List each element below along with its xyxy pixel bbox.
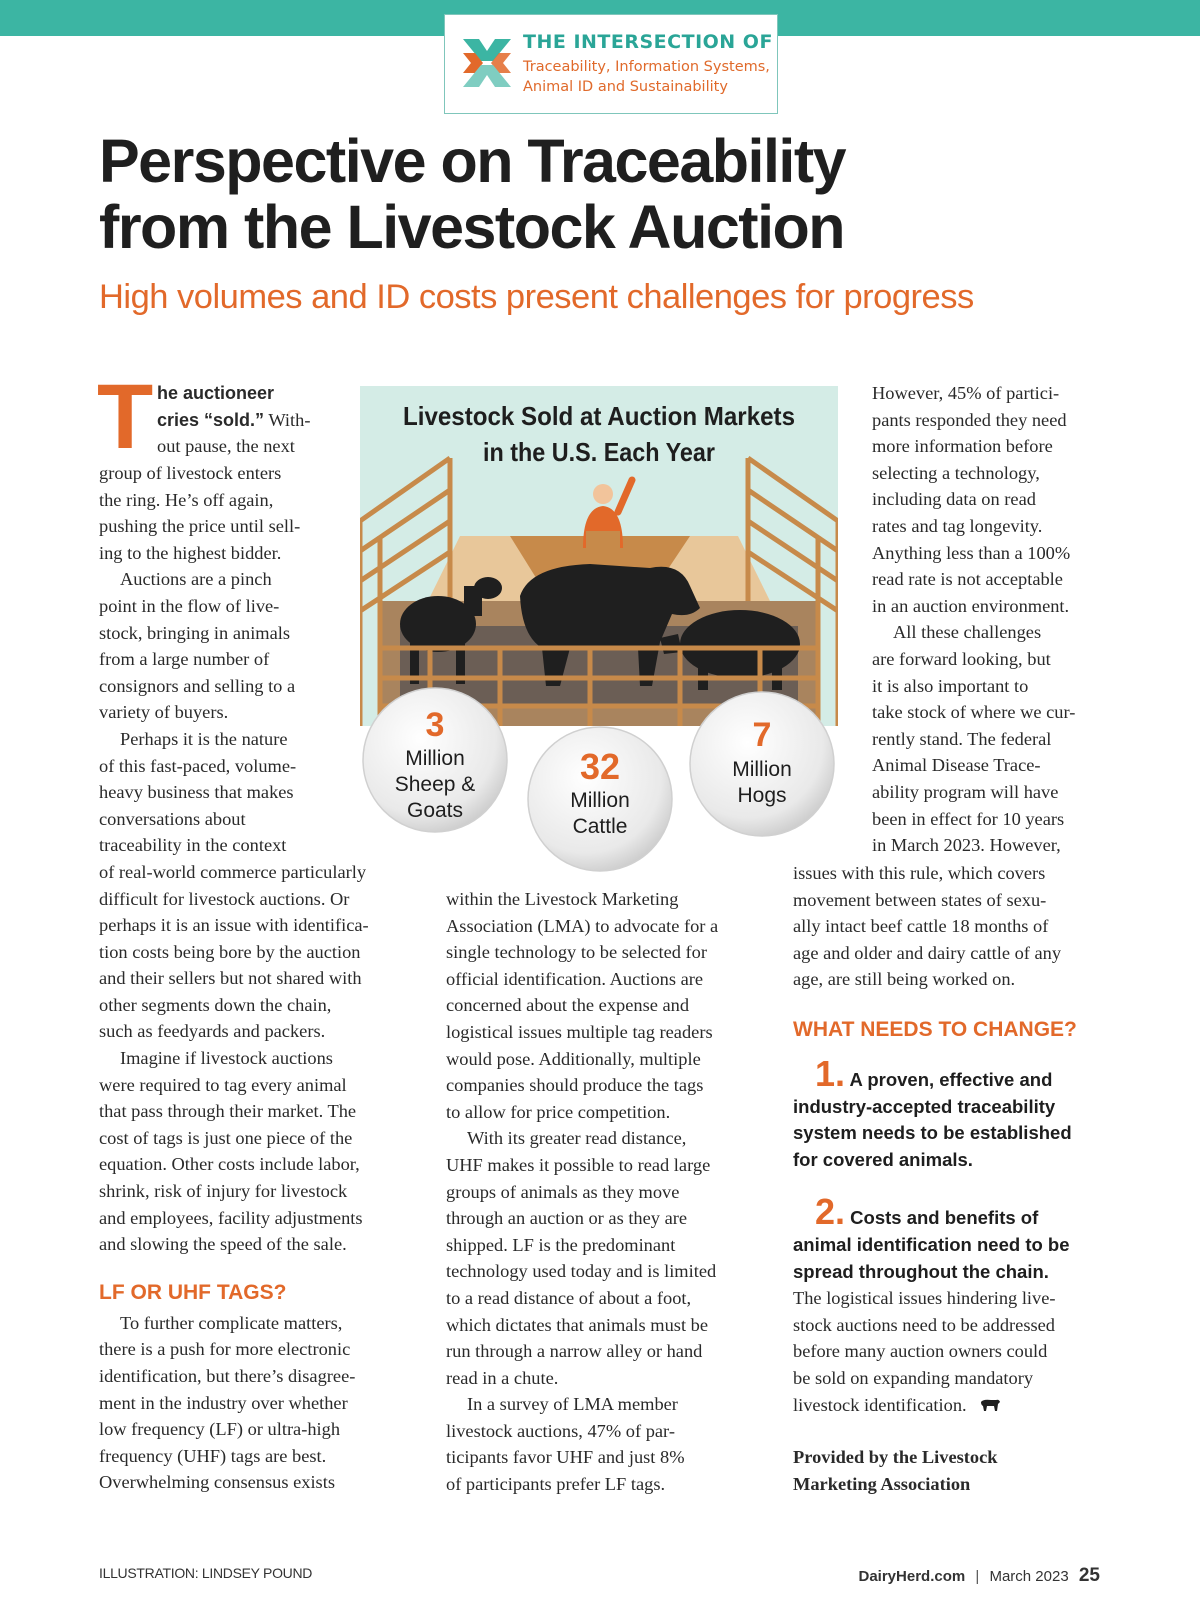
text-line: out pause, the next <box>157 436 295 457</box>
text-line: read in a chute. <box>446 1367 559 1388</box>
text-line: logistical issues multiple tag readers <box>446 1021 713 1042</box>
text-line: and slowing the speed of the sale. <box>99 1234 347 1255</box>
text-line: official identification. Auctions are <box>446 968 704 989</box>
text-line: pants responded they need <box>872 409 1067 430</box>
text-line: Imagine if livestock auctions <box>120 1048 333 1069</box>
text-line: issues with this rule, which covers <box>793 863 1046 883</box>
lead-line: cries “sold.” With- <box>157 409 311 430</box>
text-line: point in the flow of live- <box>99 595 280 616</box>
lead-line: he auctioneer <box>157 383 275 403</box>
stat-label: Hogs <box>737 784 787 807</box>
column-1 <box>99 460 399 1496</box>
text-line: read rate is not acceptable <box>872 569 1063 590</box>
text-line: selecting a technology, <box>872 462 1040 483</box>
text-line: ticipants favor UHF and just 8% <box>446 1447 685 1468</box>
text-line: that pass through their market. The <box>99 1101 357 1122</box>
text-line: ing to the highest bidder. <box>99 542 282 563</box>
page-number: 25 <box>1078 1565 1100 1586</box>
illustration-title: in the U.S. Each Year <box>483 437 715 467</box>
text-line: age, are still being worked on. <box>793 969 1016 990</box>
text-line: concerned about the expense and <box>446 995 690 1016</box>
text-line: groups of animals as they move <box>446 1181 680 1202</box>
text-line: UHF makes it possible to read large <box>446 1154 711 1175</box>
text-line: To further complicate matters, <box>120 1312 343 1333</box>
article-subtitle: High volumes and ID costs present challenges for progress <box>99 278 974 316</box>
text-line: All these challenges <box>893 622 1042 643</box>
text-line: in March 2023. However, <box>872 835 1061 856</box>
text-line: within the Livestock Marketing <box>446 889 679 909</box>
list-item-2: 2. Costs and benefits of animal identification need to be spread throughout the chain. <box>793 1191 1070 1282</box>
text-line: livestock identification. <box>793 1392 1118 1419</box>
series-badge <box>444 14 778 114</box>
text-line: companies should produce the tags <box>446 1075 704 1096</box>
text-line: single technology to be selected for <box>446 942 707 963</box>
illustration-credit: ILLUSTRATION: LINDSEY POUND <box>99 1565 313 1581</box>
stat-label: Million <box>732 758 792 781</box>
stat-cattle <box>528 727 672 871</box>
text-line: including data on read <box>872 489 1036 510</box>
text-line: through an auction or as they are <box>446 1208 688 1229</box>
text-line: the ring. He’s off again, <box>99 489 274 510</box>
text-line: conversations about <box>99 808 246 829</box>
text-line: rently stand. The federal <box>872 728 1052 749</box>
text-line: and their sellers but not shared with <box>99 968 362 989</box>
credit-line: Marketing Association <box>793 1473 971 1494</box>
credit-line: Provided by the Livestock <box>793 1447 998 1468</box>
text-line: take stock of where we cur- <box>872 702 1076 723</box>
text-line: ability program will have <box>872 781 1059 802</box>
text-line: would pose. Additionally, multiple <box>446 1048 701 1069</box>
text-line: Perhaps it is the nature <box>120 728 288 749</box>
text-line: In a survey of LMA member <box>467 1394 678 1415</box>
stat-label: Cattle <box>572 815 628 838</box>
badge-heading: THE INTERSECTION OF <box>523 31 773 53</box>
text-line: equation. Other costs include labor, <box>99 1154 360 1175</box>
cow-end-mark-icon <box>979 1398 1001 1412</box>
text-line: stock, bringing in animals <box>99 622 291 643</box>
column-3 <box>793 860 1118 1497</box>
text-line: been in effect for 10 years <box>872 808 1065 829</box>
text-line: ally intact beef cattle 18 months of <box>793 916 1049 937</box>
text-line: Overwhelming consensus exists <box>99 1472 335 1493</box>
column-2 <box>446 886 766 1498</box>
text-line: ment in the industry over whether <box>99 1392 348 1413</box>
text-line: run through a narrow alley or hand <box>446 1341 703 1362</box>
text-line: shipped. LF is the predominant <box>446 1234 676 1255</box>
stat-label: Sheep & <box>394 773 476 796</box>
issue-date: March 2023 <box>989 1568 1069 1585</box>
intersection-logo-icon <box>459 35 515 91</box>
text-line: to allow for price competition. <box>446 1101 671 1122</box>
text-line: Animal Disease Trace- <box>872 755 1041 776</box>
text-line: livestock auctions, 47% of par- <box>446 1420 675 1441</box>
text-line: stock auctions need to be addressed <box>793 1314 1055 1335</box>
text-line: are forward looking, but <box>872 648 1051 669</box>
text-line: be sold on expanding mandatory <box>793 1367 1034 1388</box>
text-line: shrink, risk of injury for livestock <box>99 1181 348 1202</box>
text-line: such as feedyards and packers. <box>99 1021 326 1042</box>
column-1-top <box>157 380 357 460</box>
stat-label: Goats <box>406 799 464 822</box>
text-line: from a large number of <box>99 649 270 670</box>
text-line: cost of tags is just one piece of the <box>99 1127 353 1148</box>
illustration-title: Livestock Sold at Auction Markets <box>403 401 795 431</box>
text-line: variety of buyers. <box>99 702 229 723</box>
section-heading: LF OR UHF TAGS? <box>99 1280 287 1304</box>
stat-number: 3 <box>425 706 445 744</box>
badge-line: Animal ID and Sustainability <box>523 79 728 95</box>
footer-divider: | <box>975 1568 980 1585</box>
text-line: and employees, facility adjustments <box>99 1207 363 1228</box>
text-line: With its greater read distance, <box>467 1128 687 1149</box>
text-line: in an auction environment. <box>872 595 1070 616</box>
text-line: However, 45% of partici- <box>872 383 1060 403</box>
text-line: before many auction owners could <box>793 1341 1048 1362</box>
text-line: rates and tag longevity. <box>872 515 1043 536</box>
text-line: tion costs being bore by the auction <box>99 941 361 962</box>
text-line: Auctions are a pinch <box>120 569 272 590</box>
text-line: which dictates that animals must be <box>446 1314 709 1335</box>
text-line: The logistical issues hindering live- <box>793 1288 1056 1309</box>
text-line: more information before <box>872 436 1053 457</box>
stat-number: 7 <box>752 716 772 754</box>
article-title: Perspective on Traceability from the Livestock Auction <box>99 127 846 261</box>
text-line: identification, but there’s disagree- <box>99 1366 356 1386</box>
text-line: of this fast-paced, volume- <box>99 755 297 776</box>
stat-label: Million <box>405 747 465 770</box>
stat-label: Million <box>570 789 630 812</box>
text-line: to a read distance of about a foot, <box>446 1287 692 1308</box>
text-line: Anything less than a 100% <box>872 542 1071 563</box>
column-3-top <box>872 380 1112 859</box>
text-line: heavy business that makes <box>99 782 294 803</box>
text-line: age and older and dairy cattle of any <box>793 942 1062 963</box>
badge-line: Traceability, Information Systems, <box>523 59 770 75</box>
page-footer <box>859 1565 1101 1587</box>
text-line: pushing the price until sell- <box>99 516 301 537</box>
stat-hogs <box>690 692 834 836</box>
text-line: were required to tag every animal <box>99 1074 347 1095</box>
text-line: Association (LMA) to advocate for a <box>446 915 719 936</box>
auction-illustration <box>360 386 838 886</box>
text-line: difficult for livestock auctions. Or <box>99 888 350 909</box>
text-line: low frequency (LF) or ultra-high <box>99 1419 341 1440</box>
stat-number: 32 <box>579 746 621 787</box>
text-line: of real-world commerce particularly <box>99 861 367 882</box>
text-line: traceability in the context <box>99 835 287 856</box>
drop-cap: T <box>97 366 154 468</box>
text-line: it is also important to <box>872 675 1029 696</box>
text-line: perhaps it is an issue with identifica- <box>99 915 369 936</box>
text-line: there is a push for more electronic <box>99 1339 351 1360</box>
text-line: technology used today and is limited <box>446 1261 717 1282</box>
list-item-1: 1. A proven, effective and industry-accepted traceability system needs to be established for covered animals. <box>793 1052 1072 1170</box>
text-line: movement between states of sexu- <box>793 889 1047 910</box>
section-heading: WHAT NEEDS TO CHANGE? <box>793 1017 1077 1041</box>
site-name: DairyHerd.com <box>858 1568 966 1585</box>
text-line: consignors and selling to a <box>99 675 296 696</box>
text-line: group of livestock enters <box>99 463 282 483</box>
text-line: of participants prefer LF tags. <box>446 1474 666 1495</box>
text-line: frequency (UHF) tags are best. <box>99 1445 327 1466</box>
text-line: other segments down the chain, <box>99 994 332 1015</box>
